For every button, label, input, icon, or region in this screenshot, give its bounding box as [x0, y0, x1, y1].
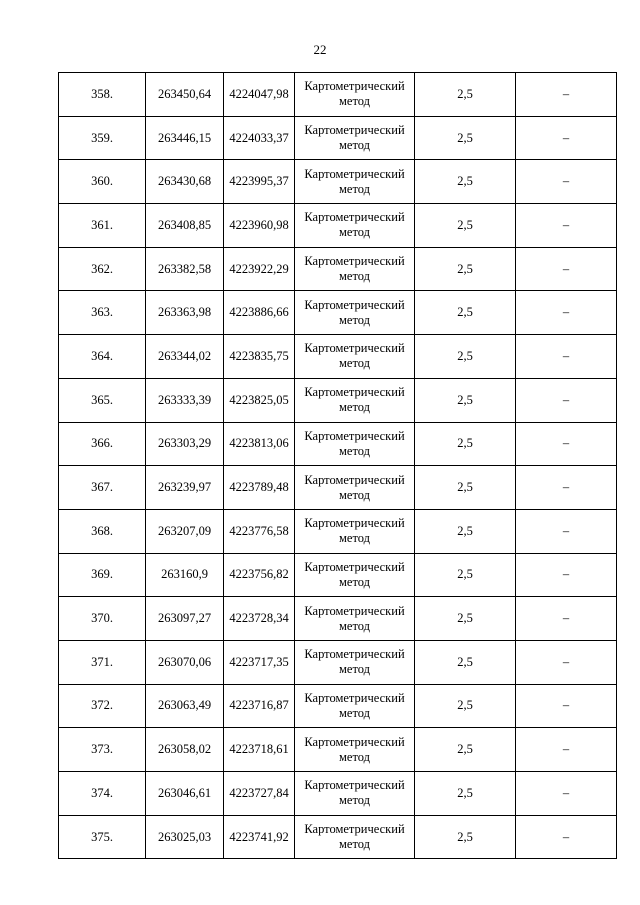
- table-row: [59, 73, 617, 117]
- method-line-1: Картометрический: [304, 516, 405, 531]
- x-coordinate-cell: 263446,15: [146, 116, 224, 160]
- method-line-1: Картометрический: [304, 428, 405, 443]
- description-cell: –: [516, 204, 617, 248]
- table-row: [59, 335, 617, 379]
- y-coordinate-cell: 4223717,35: [224, 640, 295, 684]
- coordinates-table-body: [59, 73, 617, 859]
- method-line-1: Картометрический: [304, 123, 405, 138]
- x-coordinate-cell: 263382,58: [146, 247, 224, 291]
- point-number-cell: 372.: [59, 684, 146, 728]
- method-cell: [295, 684, 415, 728]
- point-number-cell: 368.: [59, 509, 146, 553]
- method-cell: [295, 597, 415, 641]
- method-cell: [295, 509, 415, 553]
- method-cell: [295, 466, 415, 510]
- method-line-1: Картометрический: [304, 647, 405, 662]
- point-number-cell: 358.: [59, 73, 146, 117]
- table-row: [59, 553, 617, 597]
- table-row: [59, 640, 617, 684]
- method-line-2: метод: [338, 574, 370, 589]
- accuracy-cell: 2,5: [415, 772, 516, 816]
- method-line-2: метод: [338, 618, 370, 633]
- point-number-cell: 365.: [59, 378, 146, 422]
- table-row: [59, 291, 617, 335]
- accuracy-cell: 2,5: [415, 73, 516, 117]
- method-line-2: метод: [338, 487, 370, 502]
- y-coordinate-cell: 4223716,87: [224, 684, 295, 728]
- description-cell: –: [516, 728, 617, 772]
- x-coordinate-cell: 263430,68: [146, 160, 224, 204]
- method-line-1: Картометрический: [304, 297, 405, 312]
- table-row: [59, 160, 617, 204]
- method-line-2: метод: [338, 269, 370, 284]
- point-number-cell: 361.: [59, 204, 146, 248]
- method-cell: [295, 160, 415, 204]
- method-line-1: Картометрический: [304, 690, 405, 705]
- method-line-1: Картометрический: [304, 778, 405, 793]
- accuracy-cell: 2,5: [415, 728, 516, 772]
- description-cell: –: [516, 553, 617, 597]
- description-cell: –: [516, 509, 617, 553]
- method-line-1: Картометрический: [304, 385, 405, 400]
- table-row: [59, 815, 617, 859]
- method-cell: [295, 422, 415, 466]
- method-line-2: метод: [338, 443, 370, 458]
- table-row: [59, 509, 617, 553]
- x-coordinate-cell: 263408,85: [146, 204, 224, 248]
- table-row: [59, 422, 617, 466]
- page-number: 22: [313, 42, 327, 57]
- description-cell: –: [516, 684, 617, 728]
- y-coordinate-cell: 4224033,37: [224, 116, 295, 160]
- accuracy-cell: 2,5: [415, 160, 516, 204]
- point-number-cell: 360.: [59, 160, 146, 204]
- point-number-cell: 362.: [59, 247, 146, 291]
- description-cell: –: [516, 640, 617, 684]
- description-cell: –: [516, 73, 617, 117]
- point-number-cell: 371.: [59, 640, 146, 684]
- method-line-1: Картометрический: [304, 79, 405, 94]
- accuracy-cell: 2,5: [415, 422, 516, 466]
- method-line-2: метод: [338, 400, 370, 415]
- y-coordinate-cell: 4224047,98: [224, 73, 295, 117]
- x-coordinate-cell: 263046,61: [146, 772, 224, 816]
- y-coordinate-cell: 4223728,34: [224, 597, 295, 641]
- x-coordinate-cell: 263160,9: [146, 553, 224, 597]
- point-number-cell: 375.: [59, 815, 146, 859]
- table-row: [59, 728, 617, 772]
- point-number-cell: 373.: [59, 728, 146, 772]
- x-coordinate-cell: 263070,06: [146, 640, 224, 684]
- x-coordinate-cell: 263450,64: [146, 73, 224, 117]
- description-cell: –: [516, 378, 617, 422]
- method-line-1: Картометрический: [304, 472, 405, 487]
- method-cell: [295, 728, 415, 772]
- method-line-2: метод: [338, 837, 370, 852]
- method-line-2: метод: [338, 793, 370, 808]
- x-coordinate-cell: 263344,02: [146, 335, 224, 379]
- description-cell: –: [516, 291, 617, 335]
- method-line-2: метод: [338, 662, 370, 677]
- description-cell: –: [516, 422, 617, 466]
- y-coordinate-cell: 4223776,58: [224, 509, 295, 553]
- y-coordinate-cell: 4223756,82: [224, 553, 295, 597]
- point-number-cell: 370.: [59, 597, 146, 641]
- accuracy-cell: 2,5: [415, 815, 516, 859]
- coordinates-table: [58, 72, 617, 859]
- x-coordinate-cell: 263063,49: [146, 684, 224, 728]
- x-coordinate-cell: 263363,98: [146, 291, 224, 335]
- accuracy-cell: 2,5: [415, 247, 516, 291]
- accuracy-cell: 2,5: [415, 291, 516, 335]
- table-row: [59, 597, 617, 641]
- accuracy-cell: 2,5: [415, 378, 516, 422]
- accuracy-cell: 2,5: [415, 335, 516, 379]
- description-cell: –: [516, 815, 617, 859]
- y-coordinate-cell: 4223960,98: [224, 204, 295, 248]
- point-number-cell: 363.: [59, 291, 146, 335]
- method-cell: [295, 553, 415, 597]
- table-row: [59, 204, 617, 248]
- table-row: [59, 466, 617, 510]
- table-row: [59, 772, 617, 816]
- y-coordinate-cell: 4223718,61: [224, 728, 295, 772]
- table-row: [59, 684, 617, 728]
- y-coordinate-cell: 4223835,75: [224, 335, 295, 379]
- method-line-1: Картометрический: [304, 734, 405, 749]
- method-cell: [295, 335, 415, 379]
- method-line-2: метод: [338, 356, 370, 371]
- method-line-2: метод: [338, 312, 370, 327]
- point-number-cell: 369.: [59, 553, 146, 597]
- y-coordinate-cell: 4223813,06: [224, 422, 295, 466]
- method-line-2: метод: [338, 705, 370, 720]
- method-line-2: метод: [338, 138, 370, 153]
- point-number-cell: 374.: [59, 772, 146, 816]
- accuracy-cell: 2,5: [415, 640, 516, 684]
- x-coordinate-cell: 263333,39: [146, 378, 224, 422]
- description-cell: –: [516, 597, 617, 641]
- description-cell: –: [516, 335, 617, 379]
- point-number-cell: 359.: [59, 116, 146, 160]
- method-line-1: Картометрический: [304, 341, 405, 356]
- accuracy-cell: 2,5: [415, 684, 516, 728]
- accuracy-cell: 2,5: [415, 116, 516, 160]
- description-cell: –: [516, 116, 617, 160]
- y-coordinate-cell: 4223789,48: [224, 466, 295, 510]
- method-line-1: Картометрический: [304, 603, 405, 618]
- x-coordinate-cell: 263058,02: [146, 728, 224, 772]
- x-coordinate-cell: 263025,03: [146, 815, 224, 859]
- method-cell: [295, 73, 415, 117]
- y-coordinate-cell: 4223741,92: [224, 815, 295, 859]
- method-line-2: метод: [338, 749, 370, 764]
- accuracy-cell: 2,5: [415, 509, 516, 553]
- method-line-1: Картометрический: [304, 210, 405, 225]
- method-cell: [295, 291, 415, 335]
- description-cell: –: [516, 772, 617, 816]
- method-line-2: метод: [338, 94, 370, 109]
- y-coordinate-cell: 4223922,29: [224, 247, 295, 291]
- y-coordinate-cell: 4223825,05: [224, 378, 295, 422]
- description-cell: –: [516, 247, 617, 291]
- method-cell: [295, 204, 415, 248]
- accuracy-cell: 2,5: [415, 597, 516, 641]
- accuracy-cell: 2,5: [415, 466, 516, 510]
- method-cell: [295, 772, 415, 816]
- method-line-1: Картометрический: [304, 254, 405, 269]
- point-number-cell: 367.: [59, 466, 146, 510]
- accuracy-cell: 2,5: [415, 204, 516, 248]
- method-line-2: метод: [338, 531, 370, 546]
- method-line-1: Картометрический: [304, 166, 405, 181]
- method-line-1: Картометрический: [304, 822, 405, 837]
- method-cell: [295, 815, 415, 859]
- x-coordinate-cell: 263097,27: [146, 597, 224, 641]
- table-row: [59, 247, 617, 291]
- x-coordinate-cell: 263239,97: [146, 466, 224, 510]
- y-coordinate-cell: 4223727,84: [224, 772, 295, 816]
- x-coordinate-cell: 263303,29: [146, 422, 224, 466]
- table-row: [59, 378, 617, 422]
- x-coordinate-cell: 263207,09: [146, 509, 224, 553]
- table-row: [59, 116, 617, 160]
- point-number-cell: 364.: [59, 335, 146, 379]
- description-cell: –: [516, 466, 617, 510]
- method-cell: [295, 640, 415, 684]
- method-line-2: метод: [338, 225, 370, 240]
- accuracy-cell: 2,5: [415, 553, 516, 597]
- point-number-cell: 366.: [59, 422, 146, 466]
- method-cell: [295, 116, 415, 160]
- method-cell: [295, 247, 415, 291]
- method-line-2: метод: [338, 181, 370, 196]
- description-cell: –: [516, 160, 617, 204]
- method-line-1: Картометрический: [304, 559, 405, 574]
- y-coordinate-cell: 4223995,37: [224, 160, 295, 204]
- method-cell: [295, 378, 415, 422]
- y-coordinate-cell: 4223886,66: [224, 291, 295, 335]
